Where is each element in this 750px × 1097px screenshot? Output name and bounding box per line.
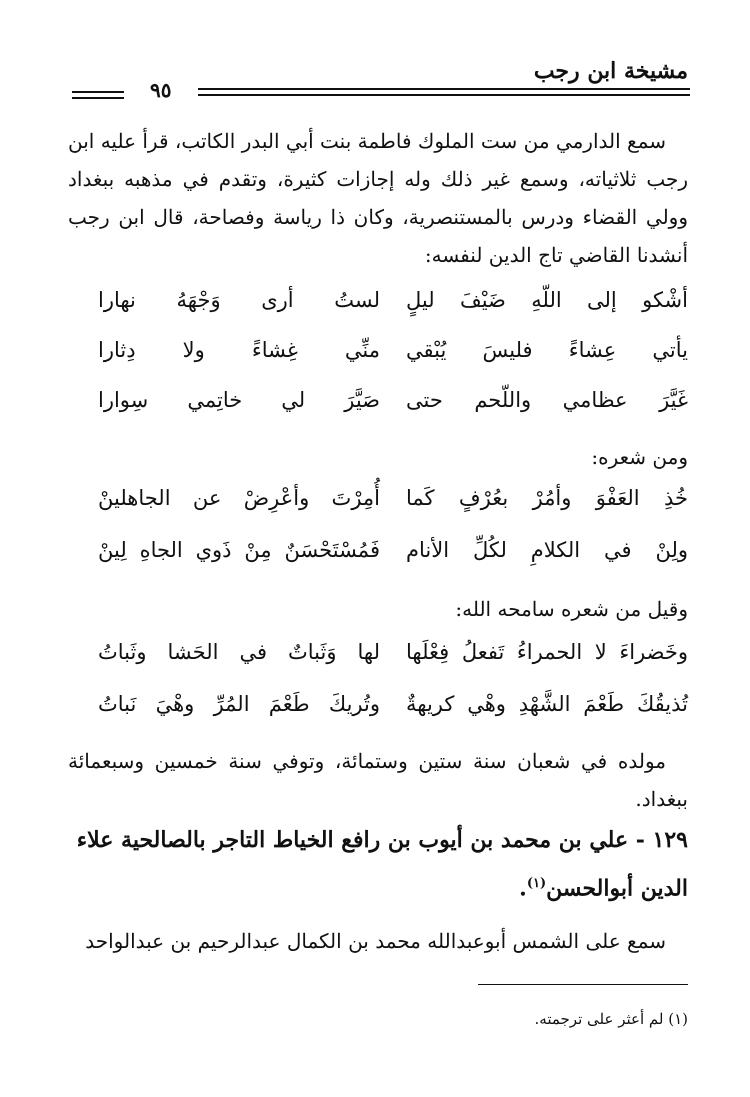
paragraph-death	[68, 742, 688, 818]
entry-heading	[68, 818, 688, 910]
paragraph-text: سمع على الشمس أبوعبدالله محمد بن الكمال عبدالرحيم بن عبدالواحد	[85, 929, 666, 953]
verse-first-hemistich: يأتي عِشاءً فليسَ يُبْقي	[406, 338, 688, 362]
verse-first-hemistich: وخَضراءَ لا الحمراءُ تَفعلُ فِعْلَها	[406, 640, 688, 664]
verse-first-hemistich: أشْكو إلى اللّهِ ضَيْفَ ليلٍ	[406, 288, 688, 312]
verse-second-hemistich: فَمُسْتَحْسَنٌ مِنْ ذَوي الجاهِ لِينْ	[98, 538, 380, 562]
verse-second-hemistich: أُمِرْتَ وأعْرِضْ عن الجاهلينْ	[98, 486, 380, 510]
page-number: ٩٥	[150, 78, 172, 102]
poem-intro	[68, 438, 688, 476]
verse-line	[68, 692, 688, 732]
poem-intro-text: ومن شعره:	[591, 445, 688, 469]
verse-first-hemistich: ولِنْ في الكلامِ لكُلِّ الأنام	[406, 538, 688, 562]
paragraph-last	[68, 922, 688, 960]
verse-line	[68, 388, 688, 428]
verse-line	[68, 538, 688, 578]
verse-first-hemistich: غَيَّرَ عظامي واللّحم حتى	[406, 388, 688, 412]
verse-line	[68, 486, 688, 526]
paragraph-text: مولده في شعبان سنة ستين وستمائة، وتوفي سنة خمسين وسبعمائة ببغداد.	[68, 749, 688, 811]
verse-second-hemistich: وتُريكَ طَعْمَ المُرِّ وهْيَ نَباتُ	[98, 692, 380, 716]
verse-second-hemistich: لستُ أرى وَجْهَهُ نهارا	[98, 288, 380, 312]
paragraph-intro	[68, 122, 688, 274]
verse-line	[68, 288, 688, 328]
verse-first-hemistich: خُذِ العَفْوَ وأمُرْ بعُرْفٍ كَما	[406, 486, 688, 510]
header-rule-long	[198, 88, 690, 96]
running-title: مشيخة ابن رجب	[533, 58, 688, 84]
footnote-marker[interactable]: (١)	[526, 876, 547, 891]
verse-first-hemistich: تُذيقُكَ طَعْمَ الشَّهْدِ وهْي كريهةٌ	[406, 692, 688, 716]
verse-second-hemistich: لها وَثَباتٌ في الحَشا وثَباتُ	[98, 640, 380, 664]
verse-second-hemistich: صَيَّرَ لي خاتِمي سِوارا	[98, 388, 380, 412]
verse-line	[68, 640, 688, 680]
entry-heading-text: ١٢٩ - علي بن محمد بن أيوب بن رافع الخياط التاجر بالصالحية علاء الدين أبوالحسن	[76, 827, 688, 902]
verse-line	[68, 338, 688, 378]
verse-second-hemistich: منِّي غِشاءً ولا دِثارا	[98, 338, 380, 362]
header-rule-short	[72, 91, 124, 99]
entry-heading-end: .	[519, 875, 527, 902]
footnote-divider	[478, 984, 688, 985]
footnote: (١) لم أعثر على ترجمته.	[534, 1010, 688, 1028]
paragraph-text: سمع الدارمي من ست الملوك فاطمة بنت أبي البدر الكاتب، قرأ عليه ابن رجب ثلاثياته، وسمع غير ذلك وله إجازات كثيرة، وتقدم في مذهبه ببغداد وولي القضاء ودرس بالمستنصرية، وكان ذا رياسة وفصاحة، قال ابن رجب أنشدنا القاضي تاج الدين لنفسه:	[68, 129, 688, 267]
poem-intro-text: وقيل من شعره سامحه الله:	[455, 597, 688, 621]
poem-intro	[68, 590, 688, 628]
